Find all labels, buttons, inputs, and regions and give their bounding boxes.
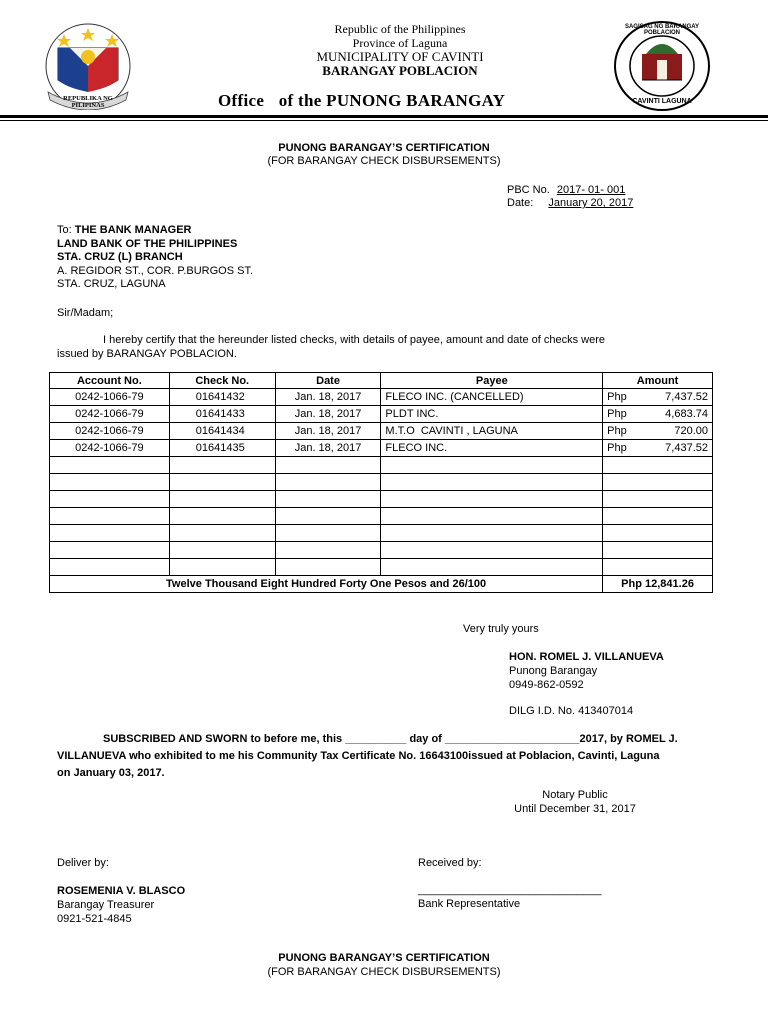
notary-title: Notary Public	[542, 789, 608, 801]
table-row-empty	[50, 491, 713, 508]
col-date: Date	[275, 373, 381, 389]
addressee-name: THE BANK MANAGER	[74, 224, 192, 236]
deliver-name: ROSEMENIA V. BLASCO	[57, 885, 186, 897]
office-name: PUNONG BARANGAY	[326, 91, 506, 110]
jurat-line-1: SUBSCRIBED AND SWORN to before me, this __________ day of ______________________2017, by ROMEL J.	[103, 733, 678, 745]
signatory-name: HON. ROMEL J. VILLANUEVA	[509, 651, 664, 663]
addressee-street: A. REGIDOR ST., COR. P.BURGOS ST.	[57, 264, 254, 277]
addressee-line-1	[57, 224, 253, 238]
notary-block	[490, 788, 660, 816]
received-label: Received by:	[418, 857, 482, 869]
amount-value: 7,437.52	[665, 391, 708, 403]
currency: Php	[607, 442, 627, 454]
addressee-block	[57, 224, 253, 292]
col-amount: Amount	[603, 373, 713, 389]
pbc-value: 2017- 01- 001	[556, 184, 626, 196]
cell-date: Jan. 18, 2017	[275, 389, 381, 406]
deliver-label: Deliver by:	[57, 857, 109, 869]
cell-account: 0242-1066-79	[50, 406, 170, 423]
header-province: Province of Laguna	[352, 36, 448, 50]
body-text	[57, 334, 717, 361]
col-account: Account No.	[50, 373, 170, 389]
addressee-branch: STA. CRUZ (L) BRANCH	[57, 251, 183, 263]
notary-until: Until December 31, 2017	[514, 803, 636, 815]
cert-title: PUNONG BARANGAY’S CERTIFICATION	[278, 142, 490, 154]
table-row-empty	[50, 457, 713, 474]
currency: Php	[607, 408, 627, 420]
table-row	[50, 406, 713, 423]
jurat	[57, 731, 725, 782]
cell-amount	[603, 389, 713, 406]
header-republic: Republic of the Philippines	[334, 22, 466, 36]
office-prefix: Office	[218, 91, 265, 110]
table-row-empty	[50, 542, 713, 559]
amount-value: 7,437.52	[665, 442, 708, 454]
table-row-empty	[50, 559, 713, 576]
cell-account: 0242-1066-79	[50, 423, 170, 440]
date-label: Date:	[507, 197, 534, 209]
col-payee: Payee	[381, 373, 603, 389]
cell-account: 0242-1066-79	[50, 440, 170, 457]
received-signature-line: ______________________________	[418, 884, 602, 896]
cell-payee: M.T.O CAVINTI , LAGUNA	[381, 423, 603, 440]
currency: Php	[607, 425, 627, 437]
addressee-city: STA. CRUZ, LAGUNA	[57, 278, 166, 290]
office-title	[218, 91, 505, 111]
header-rule-thin	[0, 120, 768, 121]
header-block	[200, 22, 600, 78]
signatory-phone: 0949-862-0592	[509, 679, 584, 691]
table-row-empty	[50, 525, 713, 542]
footer-title: PUNONG BARANGAY’S CERTIFICATION	[278, 952, 490, 964]
cell-account: 0242-1066-79	[50, 389, 170, 406]
signatory-block	[509, 650, 664, 718]
signatory-dilg: DILG I.D. No. 413407014	[509, 705, 634, 717]
table-header-row	[50, 373, 713, 389]
amount-value: 4,683.74	[665, 408, 708, 420]
addressee-bank: LAND BANK OF THE PHILIPPINES	[57, 237, 238, 250]
cell-date: Jan. 18, 2017	[275, 440, 381, 457]
header-municipality: MUNICIPALITY OF CAVINTI	[316, 49, 484, 64]
footer-subtitle: (FOR BARANGAY CHECK DISBURSEMENTS)	[267, 966, 501, 978]
pbc-label: PBC No.	[507, 184, 550, 196]
header-rule-thick	[0, 115, 768, 118]
received-position: Bank Representative	[418, 898, 521, 910]
signatory-position: Punong Barangay	[509, 665, 598, 677]
checks-table	[49, 372, 713, 593]
ref-date	[507, 197, 633, 209]
right-seal-text-bottom: CAVINTI LAGUNA	[632, 98, 692, 105]
header-barangay: BARANGAY POBLACION	[322, 63, 478, 78]
cell-amount	[603, 440, 713, 457]
cell-payee: FLECO INC.	[381, 440, 603, 457]
cell-check: 01641434	[169, 423, 275, 440]
amount-value: 720.00	[674, 425, 708, 437]
cell-check: 01641433	[169, 406, 275, 423]
table-row-empty	[50, 508, 713, 525]
left-seal	[38, 22, 138, 110]
pbc-number	[507, 184, 625, 196]
deliver-block	[57, 884, 185, 926]
total-amount: Php 12,841.26	[603, 576, 713, 593]
cell-payee: PLDT INC.	[381, 406, 603, 423]
cell-date: Jan. 18, 2017	[275, 406, 381, 423]
office-of: of the	[278, 91, 322, 110]
cell-date: Jan. 18, 2017	[275, 423, 381, 440]
total-words: Twelve Thousand Eight Hundred Forty One Pesos and 26/100	[50, 576, 603, 593]
body-text-line-1: I hereby certify that the hereunder listed checks, with details of payee, amount and date of checks were	[103, 334, 606, 346]
valediction: Very truly yours	[463, 623, 539, 635]
table-row-empty	[50, 474, 713, 491]
body-text-line-2: issued by BARANGAY POBLACION.	[57, 347, 237, 360]
right-seal-text-top: SAGISAG NG BARANGAY POBLACION	[624, 24, 700, 36]
cell-amount	[603, 406, 713, 423]
col-check: Check No.	[169, 373, 275, 389]
cell-payee: FLECO INC. (CANCELLED)	[381, 389, 603, 406]
jurat-line-3: on January 03, 2017.	[57, 767, 165, 779]
left-seal-banner: REPUBLIKA NG PILIPINAS	[63, 95, 113, 109]
table-row	[50, 440, 713, 457]
date-value: January 20, 2017	[548, 197, 634, 209]
jurat-line-2: VILLANUEVA who exhibited to me his Community Tax Certificate No. 16643100issued at Poblacion, Cavinti, Laguna	[57, 750, 660, 762]
deliver-position: Barangay Treasurer	[57, 899, 155, 911]
cell-check: 01641432	[169, 389, 275, 406]
cell-amount	[603, 423, 713, 440]
deliver-phone: 0921-521-4845	[57, 913, 132, 925]
table-total-row	[50, 576, 713, 593]
cert-subtitle: (FOR BARANGAY CHECK DISBURSEMENTS)	[267, 155, 501, 167]
table-row	[50, 389, 713, 406]
right-seal	[612, 20, 712, 112]
salutation: Sir/Madam;	[57, 307, 114, 319]
currency: Php	[607, 391, 627, 403]
cell-check: 01641435	[169, 440, 275, 457]
to-label: To:	[57, 224, 72, 236]
table-row	[50, 423, 713, 440]
